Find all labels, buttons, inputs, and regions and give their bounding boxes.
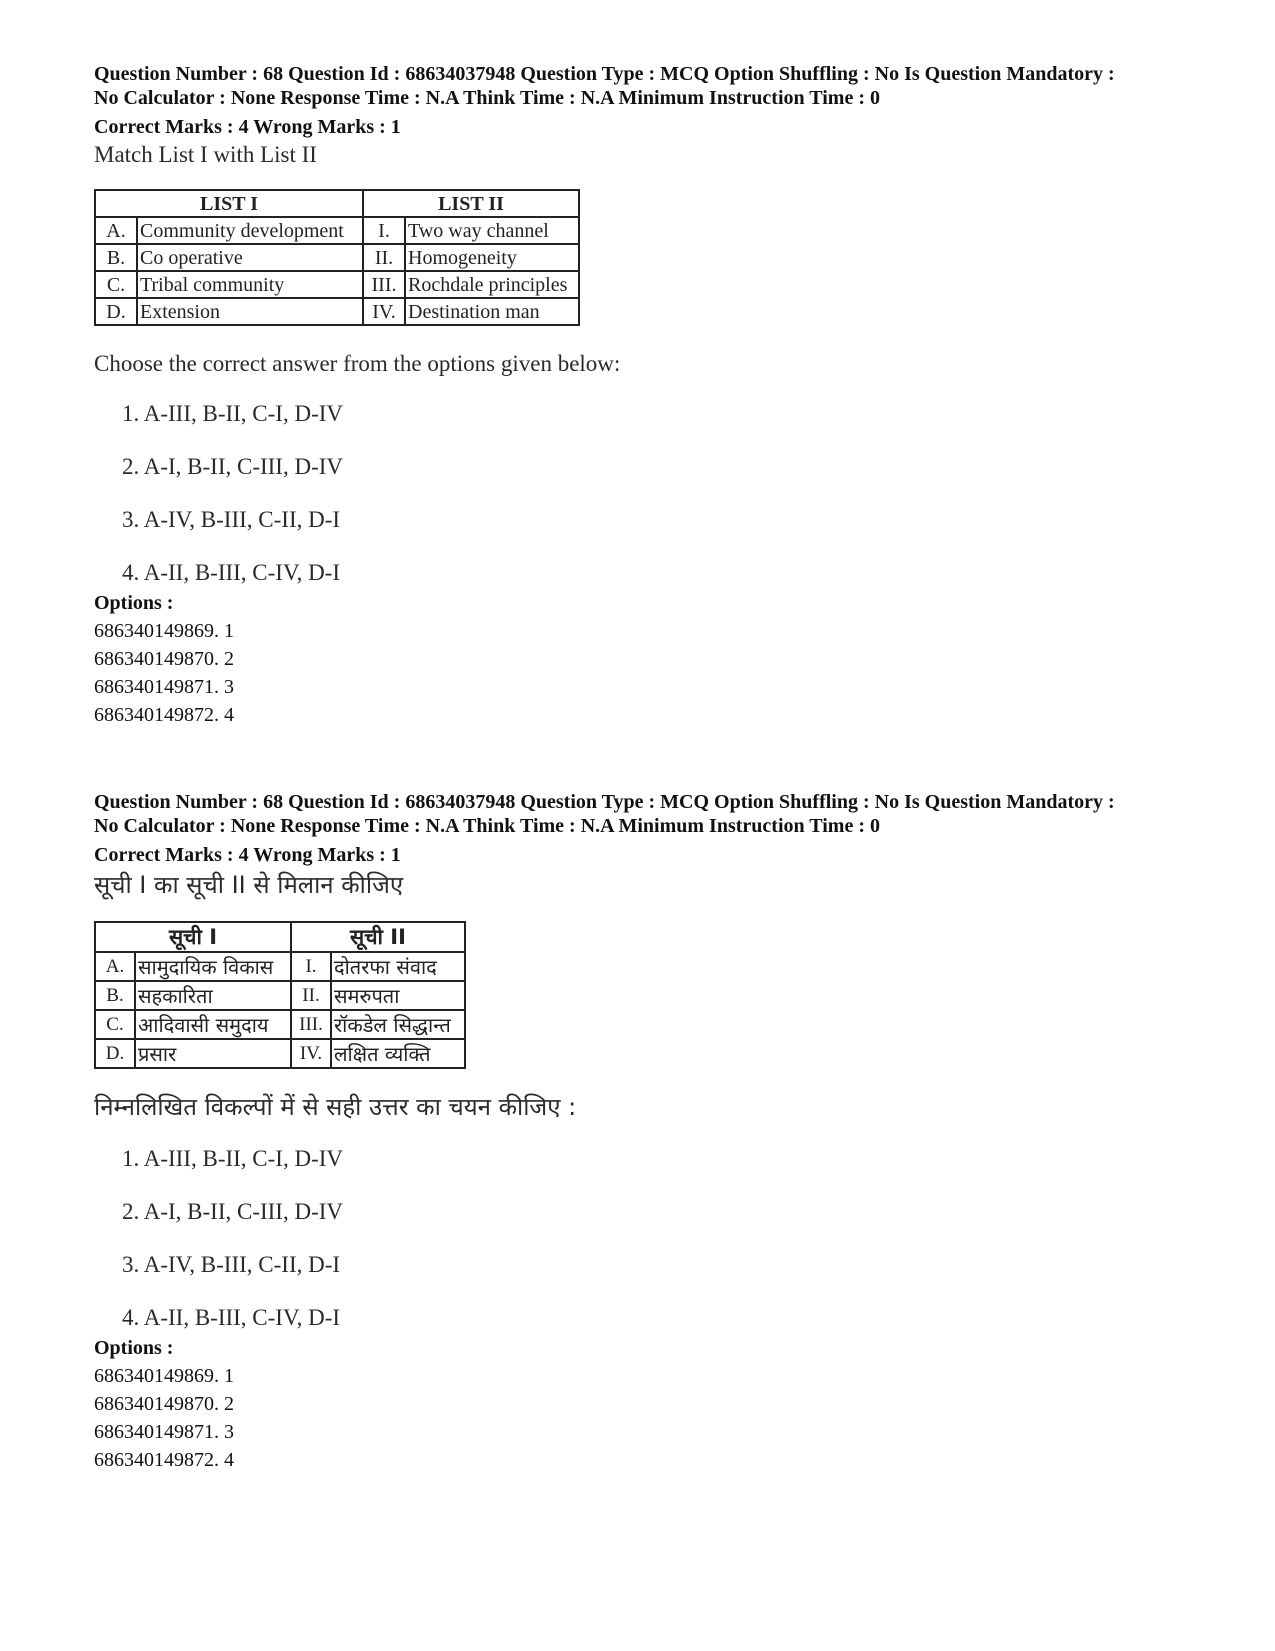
- list-1-header: सूची I: [95, 922, 291, 952]
- answer-choice-4: 4. A-II, B-III, C-IV, D-I: [122, 560, 341, 585]
- list-1-item: Tribal community: [137, 271, 363, 298]
- table-row: [95, 271, 579, 298]
- list-1-label: A.: [95, 217, 137, 244]
- question-stem: सूची I का सूची II से मिलान कीजिए: [94, 871, 404, 899]
- list-1-label: D.: [95, 298, 137, 325]
- question-block-english: [94, 62, 1214, 729]
- match-table-header-row: [95, 922, 465, 952]
- option-id-line: 686340149872. 4: [94, 704, 234, 726]
- list-1-label: D.: [95, 1039, 135, 1068]
- answer-choice-1: 1. A-III, B-II, C-I, D-IV: [122, 401, 343, 426]
- list-2-item: रॉकडेल सिद्धान्त: [331, 1010, 465, 1039]
- choose-instruction: निम्नलिखित विकल्पों में से सही उत्तर का चयन कीजिए :: [94, 1093, 577, 1121]
- list-2-label: III.: [363, 271, 405, 298]
- option-id-line: 686340149870. 2: [94, 648, 234, 670]
- answer-list: [94, 1145, 1214, 1332]
- options-heading: Options :: [94, 1337, 174, 1359]
- option-id-line: 686340149869. 1: [94, 1365, 234, 1387]
- list-2-label: IV.: [291, 1039, 331, 1068]
- list-2-item: Rochdale principles: [405, 271, 579, 298]
- list-2-label: III.: [291, 1010, 331, 1039]
- option-id-line: 686340149871. 3: [94, 1421, 234, 1443]
- option-id-line: 686340149871. 3: [94, 676, 234, 698]
- option-id-line: 686340149869. 1: [94, 620, 234, 642]
- list-2-item: लक्षित व्यक्ति: [331, 1039, 465, 1068]
- list-1-item: सहकारिता: [135, 981, 291, 1010]
- option-id-line: 686340149872. 4: [94, 1449, 234, 1471]
- question-meta-line-2: No Calculator : None Response Time : N.A Think Time : N.A Minimum Instruction Time : 0: [94, 87, 880, 109]
- list-1-label: B.: [95, 244, 137, 271]
- list-2-label: II.: [363, 244, 405, 271]
- table-row: [95, 244, 579, 271]
- answer-choice-3: 3. A-IV, B-III, C-II, D-I: [122, 507, 341, 532]
- list-2-label: I.: [363, 217, 405, 244]
- match-table: [94, 189, 580, 326]
- question-meta-line-1: Question Number : 68 Question Id : 68634037948 Question Type : MCQ Option Shuffling : No Is Question Mandatory :: [94, 791, 1115, 813]
- answer-list: [94, 400, 1214, 587]
- marks-line: Correct Marks : 4 Wrong Marks : 1: [94, 116, 401, 138]
- choose-instruction: Choose the correct answer from the options given below:: [94, 351, 621, 376]
- table-row: [95, 1039, 465, 1068]
- list-2-header: सूची II: [291, 922, 465, 952]
- table-row: [95, 217, 579, 244]
- list-1-item: प्रसार: [135, 1039, 291, 1068]
- list-2-label: II.: [291, 981, 331, 1010]
- match-table: [94, 921, 466, 1069]
- answer-choice-3: 3. A-IV, B-III, C-II, D-I: [122, 1252, 341, 1277]
- table-row: [95, 298, 579, 325]
- match-table-header-row: [95, 190, 579, 217]
- list-1-label: C.: [95, 271, 137, 298]
- table-row: [95, 1010, 465, 1039]
- list-1-item: आदिवासी समुदाय: [135, 1010, 291, 1039]
- list-2-item: Destination man: [405, 298, 579, 325]
- list-1-label: A.: [95, 952, 135, 981]
- list-1-item: Community development: [137, 217, 363, 244]
- answer-choice-4: 4. A-II, B-III, C-IV, D-I: [122, 1305, 341, 1330]
- list-1-item: सामुदायिक विकास: [135, 952, 291, 981]
- options-heading: Options :: [94, 592, 174, 614]
- list-2-item: Two way channel: [405, 217, 579, 244]
- table-row: [95, 981, 465, 1010]
- list-2-label: IV.: [363, 298, 405, 325]
- question-stem: Match List I with List II: [94, 142, 317, 167]
- list-2-item: Homogeneity: [405, 244, 579, 271]
- list-1-label: B.: [95, 981, 135, 1010]
- list-2-item: समरुपता: [331, 981, 465, 1010]
- list-1-item: Co operative: [137, 244, 363, 271]
- list-2-header: LIST II: [363, 190, 579, 217]
- list-1-header: LIST I: [95, 190, 363, 217]
- option-id-line: 686340149870. 2: [94, 1393, 234, 1415]
- list-1-label: C.: [95, 1010, 135, 1039]
- table-row: [95, 952, 465, 981]
- list-2-label: I.: [291, 952, 331, 981]
- answer-choice-2: 2. A-I, B-II, C-III, D-IV: [122, 1199, 343, 1224]
- question-block-hindi: [94, 790, 1214, 1474]
- question-meta-line-2: No Calculator : None Response Time : N.A Think Time : N.A Minimum Instruction Time : 0: [94, 815, 880, 837]
- list-2-item: दोतरफा संवाद: [331, 952, 465, 981]
- answer-choice-2: 2. A-I, B-II, C-III, D-IV: [122, 454, 343, 479]
- question-meta-line-1: Question Number : 68 Question Id : 68634037948 Question Type : MCQ Option Shuffling : No Is Question Mandatory :: [94, 63, 1115, 85]
- list-1-item: Extension: [137, 298, 363, 325]
- answer-choice-1: 1. A-III, B-II, C-I, D-IV: [122, 1146, 343, 1171]
- marks-line: Correct Marks : 4 Wrong Marks : 1: [94, 844, 401, 866]
